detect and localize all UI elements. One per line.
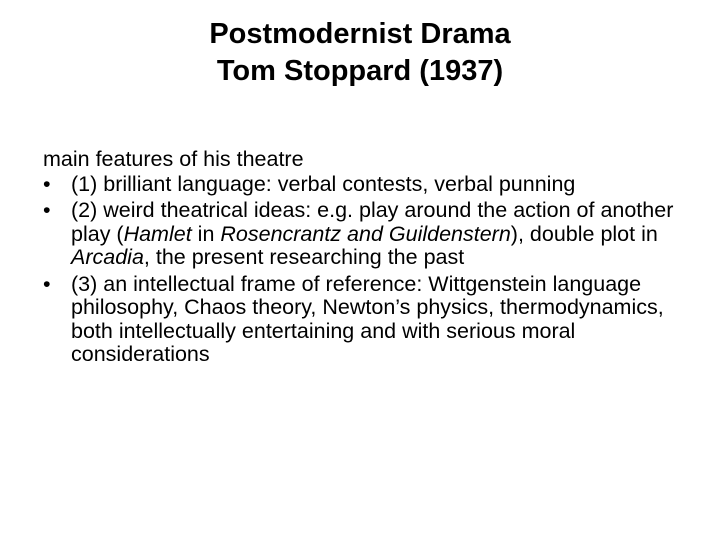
slide-body bbox=[43, 148, 703, 370]
bullet-icon: • bbox=[43, 171, 51, 196]
bullet-segment-text: ), double plot in bbox=[510, 221, 658, 246]
italic-title-text: Hamlet bbox=[123, 221, 192, 246]
bullet-segment-text: in bbox=[191, 221, 221, 246]
bullet-text-2 bbox=[71, 199, 703, 270]
italic-title-text: Rosencrantz and Guildenstern bbox=[220, 221, 511, 246]
bullet-segment-text: (1) brilliant language: verbal contests, verbal punning bbox=[71, 171, 576, 196]
bullet-segment-text: (2) weird theatrical ideas: e.g. play around the action of another play ( bbox=[71, 198, 674, 246]
bullet-segment-text: , the present researching the past bbox=[143, 245, 465, 269]
title-line-1: Postmodernist Drama bbox=[209, 18, 511, 50]
bullet-text-3 bbox=[71, 273, 703, 367]
bullet-icon: • bbox=[43, 271, 51, 296]
intro-text: main features of his theatre bbox=[43, 147, 304, 171]
bullet-item-3 bbox=[43, 273, 703, 367]
bullet-item-2 bbox=[43, 199, 703, 270]
bullet-item-1 bbox=[43, 173, 703, 197]
bullet-text-1 bbox=[71, 173, 703, 197]
title-line-2: Tom Stoppard (1937) bbox=[216, 55, 504, 87]
italic-title-text: Arcadia bbox=[71, 245, 144, 269]
bullet-icon: • bbox=[43, 198, 51, 222]
slide-title bbox=[150, 16, 570, 90]
bullet-list bbox=[43, 173, 703, 367]
bullet-segment-text: (3) an intellectual frame of reference: Wittgenstein language philosophy, Chaos theory, Newton’s physics, thermodynamics, both intellectually entertaining and with serious moral considerations bbox=[71, 271, 664, 366]
